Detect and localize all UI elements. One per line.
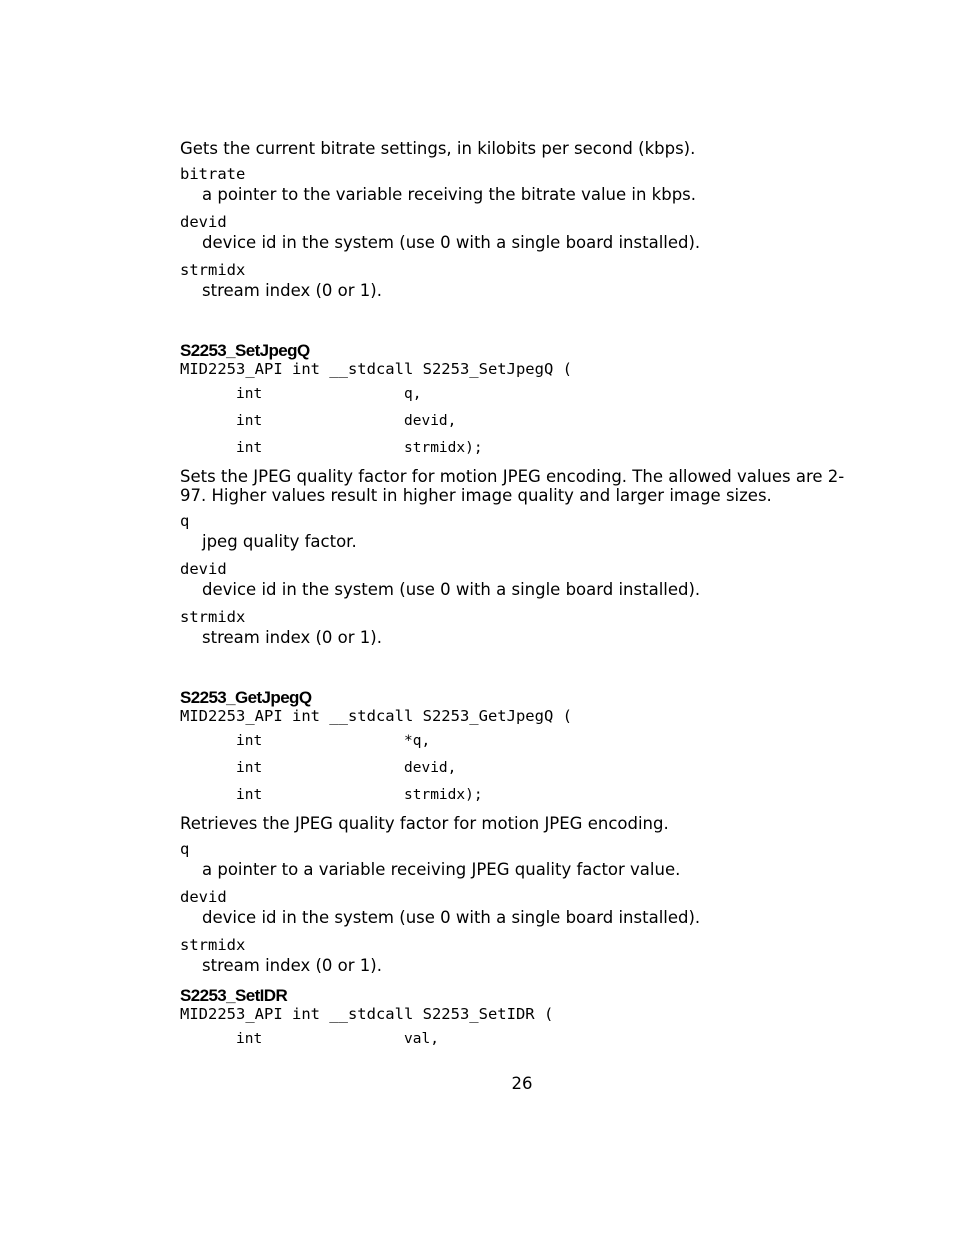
argument-type: int [236,440,263,456]
argument-name: devid, [404,760,457,776]
param-name: bitrate [180,165,246,183]
function-description: Sets the JPEG quality factor for motion JPEG encoding. The allowed values are 2-97. Higher values result in higher image quality and larger image sizes. [180,467,845,505]
argument-type: int [236,1031,263,1047]
param-description: device id in the system (use 0 with a single board installed). [202,908,701,927]
param-name: strmidx [180,936,246,954]
param-description: stream index (0 or 1). [202,956,382,975]
page-number: 26 [511,1074,533,1093]
argument-type: int [236,413,263,429]
argument-name: val, [404,1031,439,1047]
function-title: S2253_SetIDR [180,986,288,1005]
param-name: devid [180,213,227,231]
signature-argument [236,787,870,814]
argument-name: devid, [404,413,457,429]
argument-name: *q, [404,733,431,749]
param-name: strmidx [180,261,246,279]
argument-name: strmidx); [404,440,483,456]
param-description: stream index (0 or 1). [202,628,382,647]
param-name: devid [180,888,227,906]
param-description: device id in the system (use 0 with a single board installed). [202,580,701,599]
section-spacer [180,309,870,342]
param-name: q [180,512,190,530]
signature-argument [236,440,870,467]
param-description: jpeg quality factor. [202,532,357,551]
intro-description: Gets the current bitrate settings, in kilobits per second (kbps). [180,139,696,158]
param-description: device id in the system (use 0 with a single board installed). [202,233,701,252]
signature-argument [236,1031,870,1058]
section-spacer [180,656,870,689]
function-signature: MID2253_API int __stdcall S2253_SetIDR ( [180,1005,554,1023]
param-description: stream index (0 or 1). [202,281,382,300]
function-description: Retrieves the JPEG quality factor for motion JPEG encoding. [180,814,669,833]
param-description: a pointer to the variable receiving the bitrate value in kbps. [202,185,697,204]
param-name: strmidx [180,608,246,626]
signature-argument [236,386,870,413]
function-signature: MID2253_API int __stdcall S2253_SetJpegQ ( [180,360,572,378]
signature-argument [236,760,870,787]
signature-argument [236,413,870,440]
document-page [180,139,870,1058]
param-description: a pointer to a variable receiving JPEG quality factor value. [202,860,681,879]
argument-name: strmidx); [404,787,483,803]
argument-name: q, [404,386,422,402]
function-title: S2253_SetJpegQ [180,341,310,360]
argument-type: int [236,733,263,749]
signature-argument [236,733,870,760]
param-name: devid [180,560,227,578]
argument-type: int [236,787,263,803]
argument-type: int [236,386,263,402]
function-title: S2253_GetJpegQ [180,688,312,707]
param-name: q [180,840,190,858]
argument-type: int [236,760,263,776]
function-signature: MID2253_API int __stdcall S2253_GetJpegQ ( [180,707,572,725]
